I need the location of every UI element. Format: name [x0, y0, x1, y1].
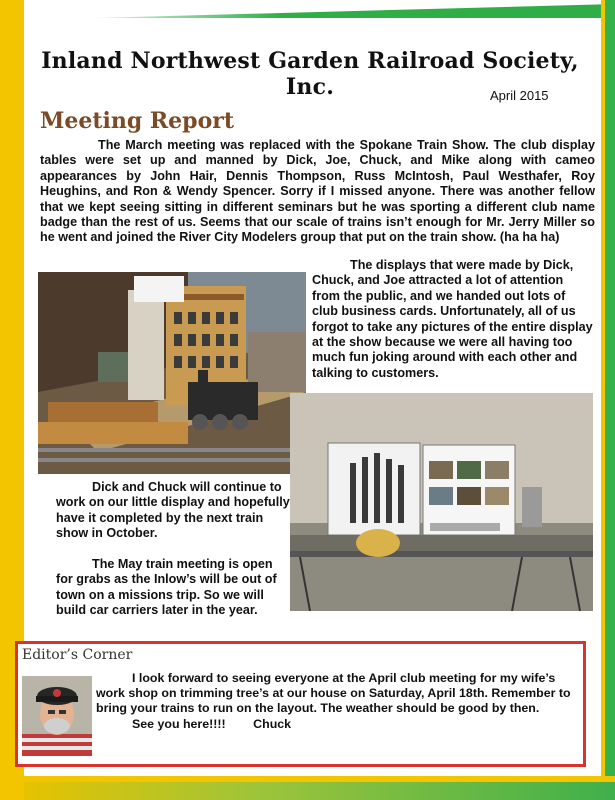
editors-corner-title: Editor’s Corner [22, 647, 133, 663]
top-green-stripe [60, 4, 615, 18]
article-paragraph-4: The May train meeting is open for grabs as the Inlow’s will be out of town on a missions trip. So we will build car carriers later in the year. [56, 557, 277, 618]
editor-signoff: See you here!!!! Chuck [132, 717, 292, 731]
article-paragraph-3: Dick and Chuck will continue to work on our little display and hopefully have it completed by the next train show in October. [56, 480, 290, 541]
train-layout-photo [38, 272, 306, 474]
article-paragraph-1: The March meeting was replaced with the Spokane Train Show. The club display tables were set up and manned by Dick, Joe, Chuck, and Mike along with cameo appearances by John Hair, Dennis Thompson, Russ McIntosh, Paul Westhafer, Roy Heughins, and Ron & Wendy Spencer. Sorry if I missed anyone. There was another fellow that we kept seeing sitting in different seminars but he was sporting a different club name badge than the rest of us. Seems that our scale of trains isn’t enough for Mr. Jerry Miller so he went and joined the River City Modelers group that put on the train show. (ha ha ha) [40, 138, 595, 245]
article-paragraph-2: The displays that were made by Dick, Chuck, and Joe attracted a lot of attention from the public, and we handed out lots of club business cards. Unfortunately, all of us forgot to take any pictures of the entire display at the show because we were all having too much fun joking around with each other and talking to customers. [312, 258, 593, 380]
editor-avatar-art [22, 676, 92, 756]
display-table-photo-art [290, 393, 593, 611]
issue-date: April 2015 [490, 88, 549, 103]
bottom-green-stripe [24, 782, 615, 800]
train-layout-photo-art [38, 272, 306, 474]
editor-avatar [22, 676, 92, 756]
right-green-stripe [605, 0, 615, 800]
display-table-photo [290, 393, 593, 611]
section-title: Meeting Report [40, 108, 234, 134]
editors-corner-text: I look forward to seeing everyone at the April club meeting for my wife’s work shop on trimming tree’s at our house on Saturday, April 18th. Remember to bring your trains to run on the layout. The weather should be good by then. [96, 671, 571, 716]
newsletter-title: Inland Northwest Garden Railroad Society, Inc. [41, 48, 579, 100]
